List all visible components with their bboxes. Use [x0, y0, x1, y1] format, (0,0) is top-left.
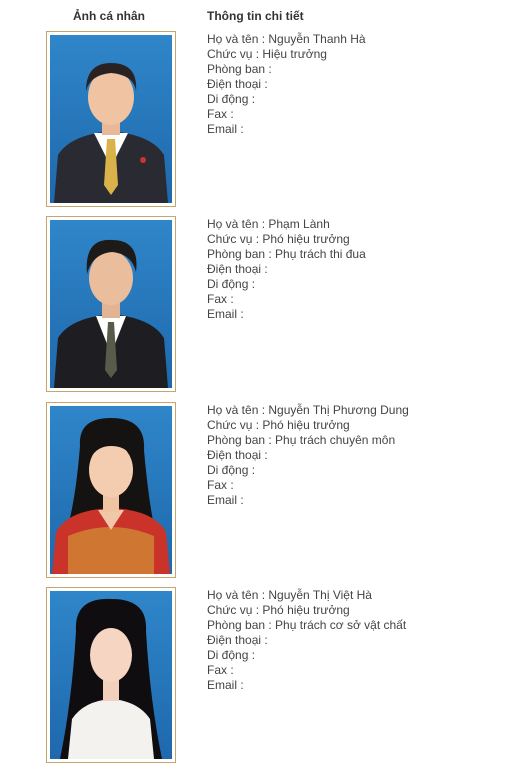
field-fax: Fax : [207, 292, 234, 306]
field-phone: Điện thoại : [207, 77, 268, 91]
field-fax: Fax : [207, 478, 234, 492]
field-mobile: Di động : [207, 277, 256, 291]
field-email: Email : [207, 122, 244, 136]
portrait-image [50, 591, 172, 759]
staff-entry [0, 402, 507, 582]
portrait-photo [46, 402, 176, 578]
portrait-photo [46, 31, 176, 207]
field-email: Email : [207, 307, 244, 321]
field-department: Phòng ban : [207, 62, 272, 76]
field-phone: Điện thoại : [207, 633, 268, 647]
staff-entry [0, 31, 507, 211]
field-fax: Fax : [207, 663, 234, 677]
field-full-name: Họ và tên : Nguyễn Thanh Hà [207, 32, 366, 46]
portrait-image [50, 220, 172, 388]
field-phone: Điện thoại : [207, 262, 268, 276]
field-phone: Điện thoại : [207, 448, 268, 462]
details-column-header: Thông tin chi tiết [207, 9, 304, 23]
field-department: Phòng ban : Phụ trách thi đua [207, 247, 366, 261]
staff-details [207, 32, 366, 137]
field-position: Chức vụ : Phó hiệu trưởng [207, 418, 350, 432]
portrait-image [50, 35, 172, 203]
photo-column-header: Ảnh cá nhân [73, 9, 146, 23]
field-position: Chức vụ : Phó hiệu trưởng [207, 232, 350, 246]
field-full-name: Họ và tên : Nguyễn Thị Việt Hà [207, 588, 372, 602]
portrait-photo [46, 587, 176, 763]
field-position: Chức vụ : Hiệu trưởng [207, 47, 327, 61]
field-mobile: Di động : [207, 463, 256, 477]
staff-details [207, 217, 366, 322]
staff-entry [0, 587, 507, 767]
field-mobile: Di động : [207, 648, 256, 662]
field-department: Phòng ban : Phụ trách cơ sở vật chất [207, 618, 407, 632]
staff-details [207, 403, 409, 508]
field-full-name: Họ và tên : Phạm Lành [207, 217, 330, 231]
staff-entry [0, 216, 507, 396]
staff-details [207, 588, 406, 693]
portrait-image [50, 406, 172, 574]
field-email: Email : [207, 678, 244, 692]
field-mobile: Di động : [207, 92, 256, 106]
field-department: Phòng ban : Phụ trách chuyên môn [207, 433, 396, 447]
field-full-name: Họ và tên : Nguyễn Thị Phương Dung [207, 403, 409, 417]
portrait-photo [46, 216, 176, 392]
field-fax: Fax : [207, 107, 234, 121]
field-position: Chức vụ : Phó hiệu trưởng [207, 603, 350, 617]
field-email: Email : [207, 493, 244, 507]
